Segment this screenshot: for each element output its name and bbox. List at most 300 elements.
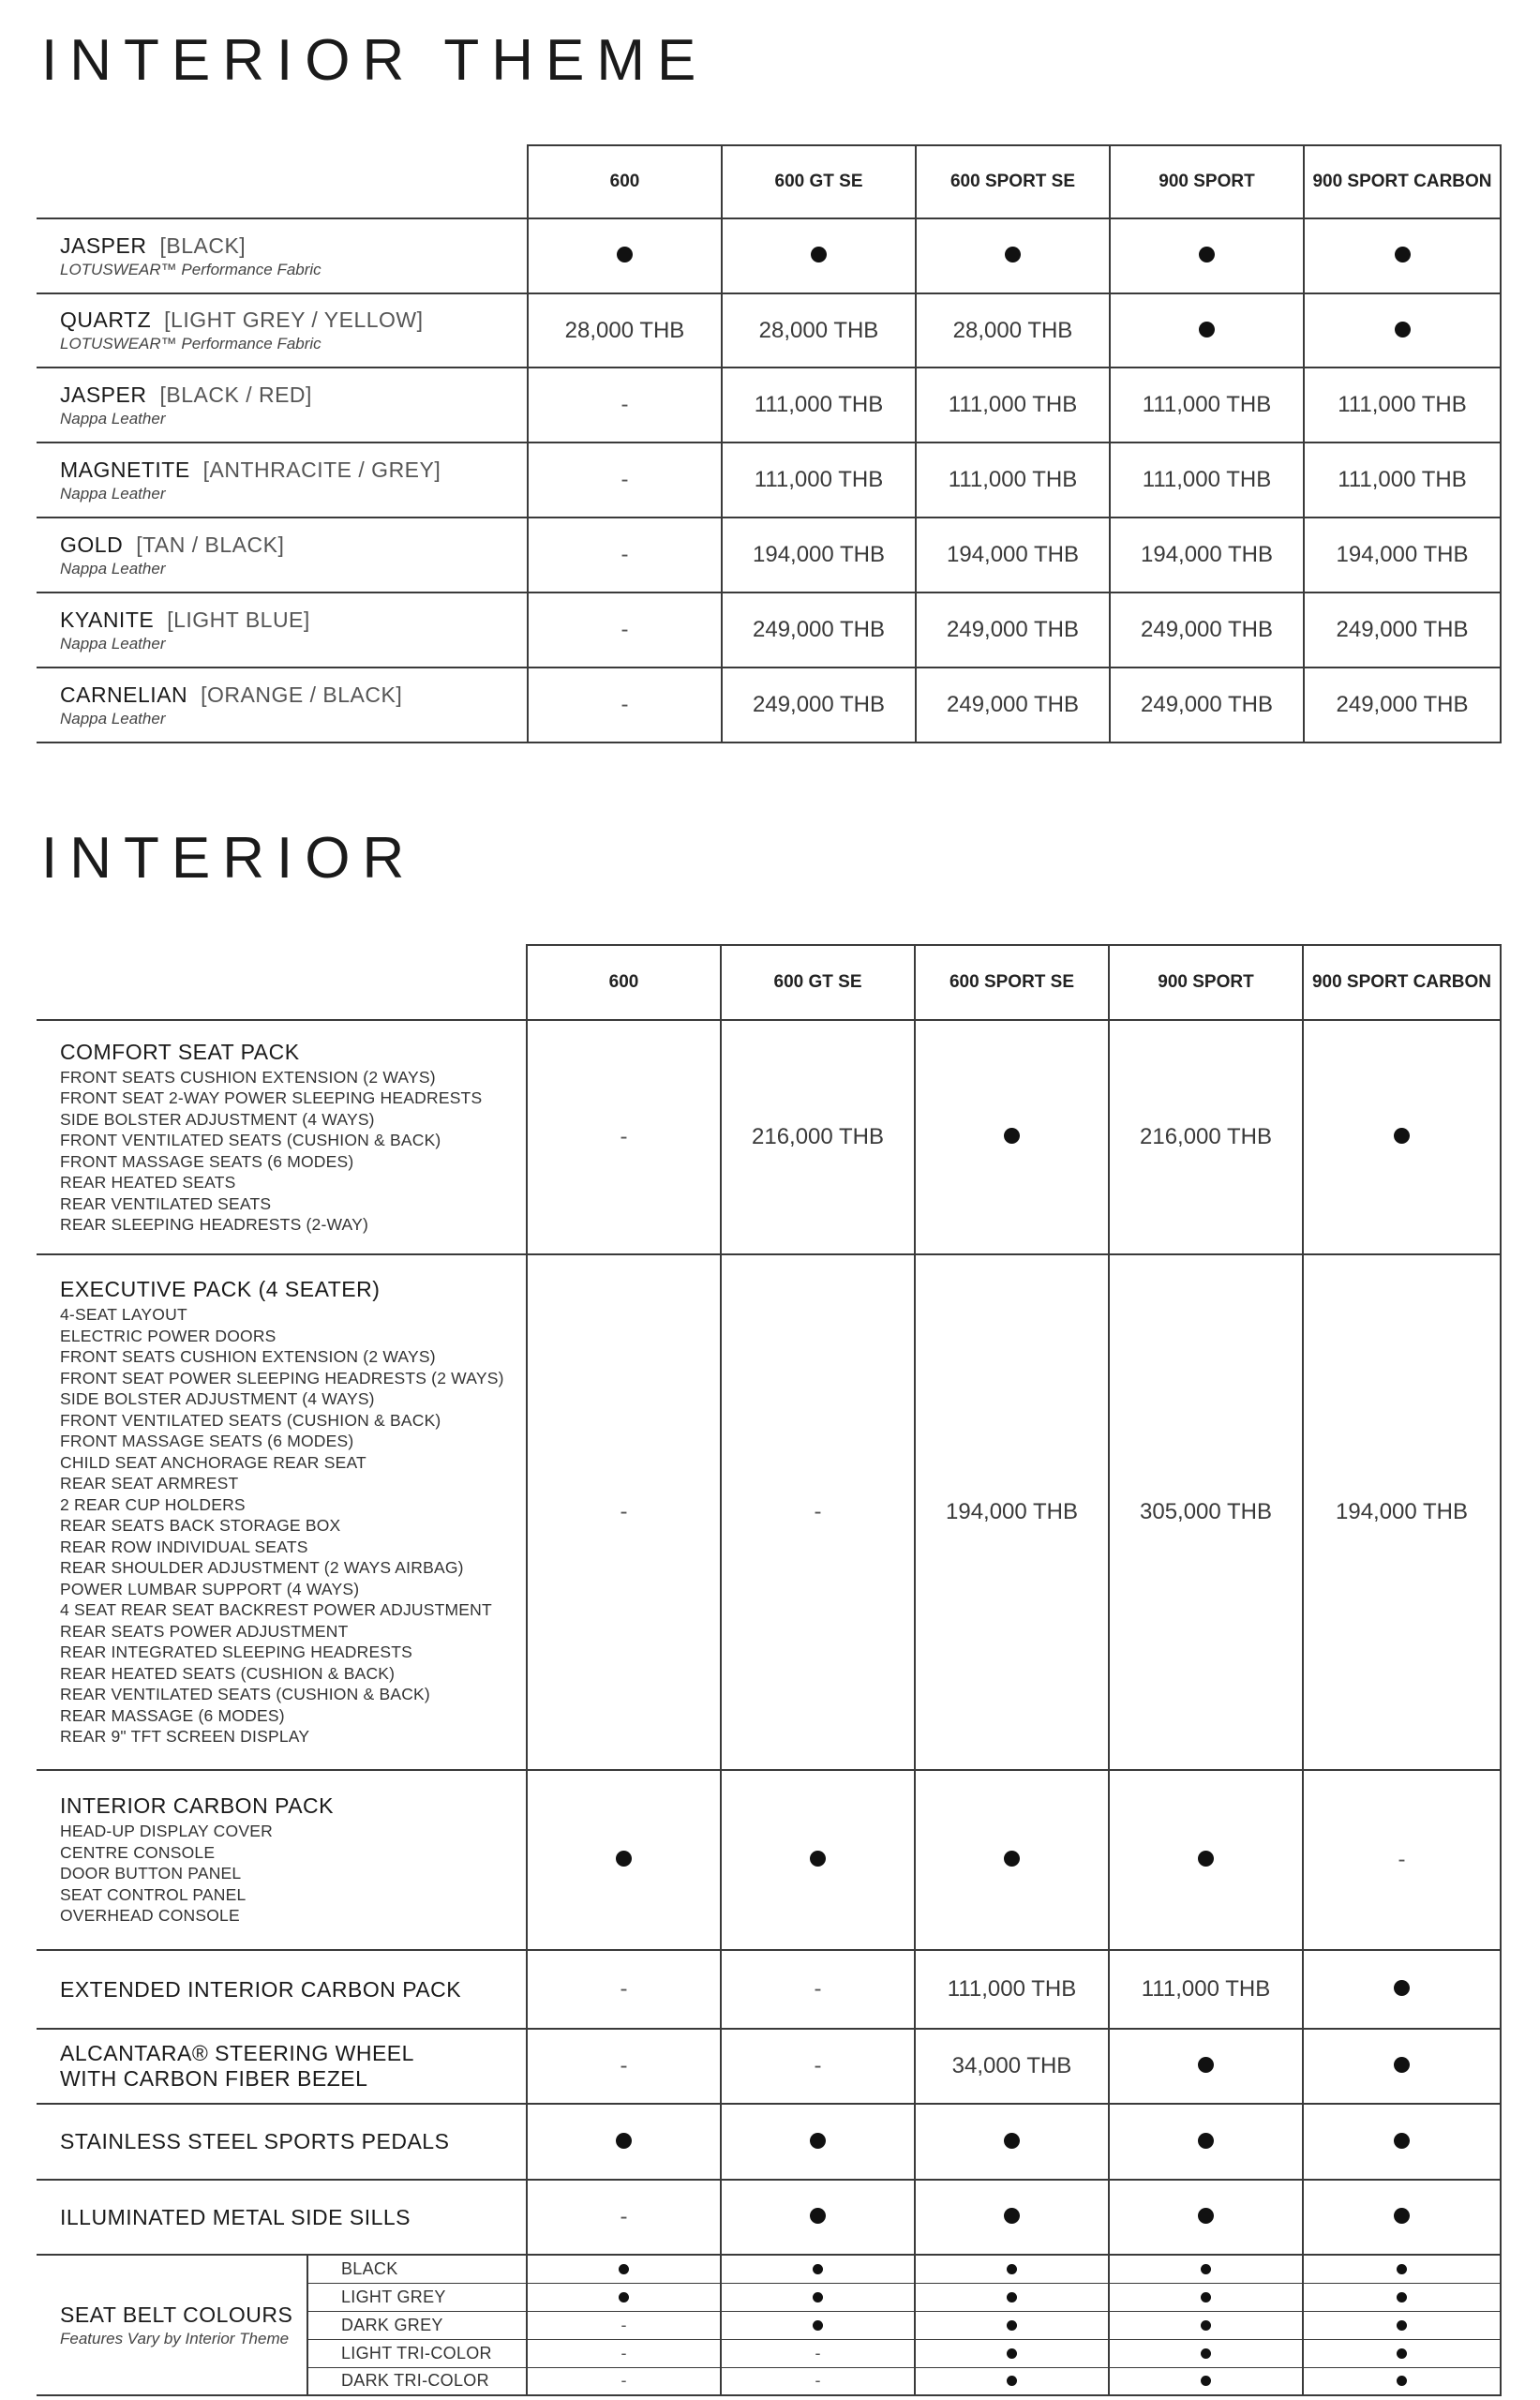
included-dot <box>1394 1128 1410 1144</box>
included-dot <box>1007 2348 1017 2359</box>
theme-value-cell <box>916 442 1110 518</box>
pack-name: STAINLESS STEEL SPORTS PEDALS <box>60 2129 450 2153</box>
included-dot <box>1198 2133 1214 2149</box>
interior-value-cell <box>1109 2104 1303 2180</box>
included-dot <box>813 2292 823 2302</box>
theme-value-cell <box>722 293 916 368</box>
not-available-dash: - <box>620 2343 627 2362</box>
seat-belt-colour: LIGHT GREY <box>307 2283 527 2311</box>
included-dot <box>1394 2208 1410 2224</box>
interior-value-cell <box>721 2104 915 2180</box>
seat-belt-value-cell <box>721 2311 915 2339</box>
included-dot <box>1395 322 1411 338</box>
theme-value-cell <box>1304 368 1501 442</box>
included-dot <box>1395 247 1411 262</box>
pack-item: POWER LUMBAR SUPPORT (4 WAYS) <box>60 1579 360 1598</box>
included-dot <box>616 1851 632 1867</box>
theme-material: Nappa Leather <box>60 409 166 428</box>
pack-item: FRONT SEAT POWER SLEEPING HEADRESTS (2 WAYS) <box>60 1368 504 1388</box>
theme-material: Nappa Leather <box>60 634 166 652</box>
pack-item: FRONT SEATS CUSHION EXTENSION (2 WAYS) <box>60 1347 436 1367</box>
theme-value-cell <box>916 218 1110 293</box>
pack-items <box>60 1304 526 1748</box>
interior-row <box>37 1770 1501 1950</box>
not-available-dash: - <box>814 2053 822 2078</box>
seat-belt-value-cell <box>527 2283 721 2311</box>
price-value: 216,000 THB <box>1140 1124 1272 1149</box>
column-header: 900 SPORT <box>1109 945 1303 1020</box>
not-available-dash: - <box>1398 1847 1406 1872</box>
not-available-dash: - <box>620 467 629 492</box>
pack-item: REAR SEAT ARMREST <box>60 1474 239 1493</box>
price-value: 194,000 THB <box>1336 542 1469 567</box>
interior-value-cell <box>527 1770 721 1950</box>
theme-row <box>37 293 1501 368</box>
seat-belt-value-cell <box>1109 2339 1303 2367</box>
theme-label <box>37 442 528 518</box>
theme-name: CARNELIAN <box>60 682 188 707</box>
theme-label <box>37 218 528 293</box>
included-dot <box>1397 2292 1407 2302</box>
theme-value-cell <box>1304 293 1501 368</box>
theme-value-cell <box>1110 518 1304 592</box>
seat-belt-value-cell <box>915 2367 1109 2395</box>
theme-value-cell <box>1110 668 1304 742</box>
interior-value-cell <box>721 1770 915 1950</box>
interior-value-cell <box>1303 1950 1501 2029</box>
interior-row <box>37 2104 1501 2180</box>
interior-row <box>37 2180 1501 2255</box>
theme-value-cell <box>722 218 916 293</box>
theme-material: Nappa Leather <box>60 484 166 502</box>
theme-value-cell <box>528 218 722 293</box>
theme-value-cell <box>528 668 722 742</box>
price-value: 28,000 THB <box>952 317 1073 343</box>
price-value: 249,000 THB <box>1141 617 1273 642</box>
pack-label <box>37 1020 527 1254</box>
included-dot <box>1198 2208 1214 2224</box>
theme-title-line <box>60 532 527 558</box>
seat-belt-value-cell <box>527 2255 721 2283</box>
interior-value-cell <box>1109 1950 1303 2029</box>
theme-value-cell <box>1110 293 1304 368</box>
header-blank <box>37 145 528 218</box>
pack-item: REAR VENTILATED SEATS (CUSHION & BACK) <box>60 1685 430 1704</box>
interior-header-row <box>37 945 1501 1020</box>
not-available-dash: - <box>620 692 629 717</box>
price-value: 194,000 THB <box>946 1499 1078 1524</box>
not-available-dash: - <box>620 617 629 642</box>
seat-belt-colour: DARK GREY <box>307 2311 527 2339</box>
pack-item: 2 REAR CUP HOLDERS <box>60 1494 246 1514</box>
included-dot <box>1004 2133 1020 2149</box>
interior-value-cell <box>1109 2029 1303 2104</box>
price-value: 111,000 THB <box>1142 392 1272 417</box>
pack-name-line2: WITH CARBON FIBER BEZEL <box>60 2066 368 2091</box>
pack-item: CHILD SEAT ANCHORAGE REAR SEAT <box>60 1452 366 1472</box>
seat-belt-note: Features Vary by Interior Theme <box>60 2329 290 2348</box>
included-dot <box>1004 1851 1020 1867</box>
seat-belt-value-cell <box>1303 2283 1501 2311</box>
included-dot <box>617 247 633 262</box>
included-dot <box>1201 2320 1211 2331</box>
theme-value-cell <box>1304 592 1501 668</box>
theme-label <box>37 668 528 742</box>
theme-title-line <box>60 608 527 633</box>
pack-item: FRONT MASSAGE SEATS (6 MODES) <box>60 1432 354 1451</box>
pack-name: INTERIOR CARBON PACK <box>60 1793 334 1819</box>
included-dot <box>1198 2057 1214 2073</box>
not-available-dash: - <box>620 2053 628 2078</box>
seat-belt-value-cell <box>1109 2311 1303 2339</box>
price-value: 111,000 THB <box>754 392 884 417</box>
seat-belt-value-cell <box>527 2367 721 2395</box>
pack-item: FRONT SEAT 2-WAY POWER SLEEPING HEADRESTS <box>60 1088 483 1107</box>
seat-belt-value-cell <box>721 2283 915 2311</box>
seat-belt-value-cell <box>1303 2367 1501 2395</box>
pack-item: ELECTRIC POWER DOORS <box>60 1326 277 1345</box>
pack-item: REAR MASSAGE (6 MODES) <box>60 1705 285 1725</box>
price-value: 111,000 THB <box>754 467 884 492</box>
theme-value-cell <box>528 442 722 518</box>
theme-material: Nappa Leather <box>60 559 166 578</box>
interior-value-cell <box>1109 1254 1303 1770</box>
included-dot <box>1397 2264 1407 2274</box>
included-dot <box>1199 247 1215 262</box>
theme-name: MAGNETITE <box>60 457 190 482</box>
seat-belt-name: SEAT BELT COLOURS <box>60 2302 293 2327</box>
price-value: 249,000 THB <box>947 617 1079 642</box>
included-dot <box>1201 2292 1211 2302</box>
interior-value-cell <box>1303 1254 1501 1770</box>
price-value: 111,000 THB <box>948 467 1078 492</box>
included-dot <box>1201 2376 1211 2386</box>
interior-value-cell <box>721 2029 915 2104</box>
theme-row <box>37 518 1501 592</box>
pack-item: REAR HEATED SEATS (CUSHION & BACK) <box>60 1663 396 1683</box>
included-dot <box>619 2292 629 2302</box>
interior-value-cell <box>915 1770 1109 1950</box>
theme-value-cell <box>1304 518 1501 592</box>
theme-name: GOLD <box>60 532 124 557</box>
included-dot <box>1201 2348 1211 2359</box>
seat-belt-row <box>37 2255 1501 2283</box>
pack-item: REAR INTEGRATED SLEEPING HEADRESTS <box>60 1642 412 1662</box>
pack-item: FRONT VENTILATED SEATS (CUSHION & BACK) <box>60 1131 441 1149</box>
interior-title: INTERIOR <box>41 826 417 891</box>
theme-material: LOTUSWEAR™ Performance Fabric <box>60 260 321 278</box>
header-blank <box>37 945 527 1020</box>
pack-name: EXECUTIVE PACK (4 SEATER) <box>60 1277 381 1302</box>
theme-value-cell <box>528 368 722 442</box>
interior-value-cell <box>527 1254 721 1770</box>
interior-value-cell <box>721 1950 915 2029</box>
pack-label <box>37 2029 527 2104</box>
theme-material: Nappa Leather <box>60 709 166 728</box>
not-available-dash: - <box>815 2371 821 2391</box>
column-header: 900 SPORT CARBON <box>1304 145 1501 218</box>
included-dot <box>811 247 827 262</box>
price-value: 194,000 THB <box>753 542 885 567</box>
seat-belt-value-cell <box>721 2255 915 2283</box>
theme-value-cell <box>916 668 1110 742</box>
interior-value-cell <box>915 1254 1109 1770</box>
pack-label <box>37 1950 527 2029</box>
column-header: 900 SPORT CARBON <box>1303 945 1501 1020</box>
interior-value-cell <box>527 1950 721 2029</box>
theme-value-cell <box>1110 592 1304 668</box>
theme-value-cell <box>916 518 1110 592</box>
seat-belt-value-cell <box>915 2255 1109 2283</box>
included-dot <box>616 2133 632 2149</box>
not-available-dash: - <box>620 542 629 567</box>
pack-item: FRONT SEATS CUSHION EXTENSION (2 WAYS) <box>60 1067 436 1087</box>
pack-item: SEAT CONTROL PANEL <box>60 1884 247 1904</box>
pack-item: REAR SLEEPING HEADRESTS (2-WAY) <box>60 1215 369 1234</box>
interior-value-cell <box>527 1020 721 1254</box>
seat-belt-value-cell <box>1303 2311 1501 2339</box>
seat-belt-value-cell <box>1303 2255 1501 2283</box>
theme-value-cell <box>528 293 722 368</box>
seat-belt-value-cell <box>915 2283 1109 2311</box>
column-header: 600 GT SE <box>721 945 915 1020</box>
price-value: 111,000 THB <box>947 1976 1077 2002</box>
theme-value-cell <box>528 518 722 592</box>
included-dot <box>1397 2376 1407 2386</box>
interior-value-cell <box>915 1020 1109 1254</box>
included-dot <box>1007 2376 1017 2386</box>
not-available-dash: - <box>620 2204 628 2229</box>
interior-value-cell <box>915 2029 1109 2104</box>
theme-value-cell <box>1304 442 1501 518</box>
pack-items <box>60 1067 526 1236</box>
interior-value-cell <box>1109 2180 1303 2255</box>
seat-belt-colour: DARK TRI-COLOR <box>307 2367 527 2395</box>
pack-name: ILLUMINATED METAL SIDE SILLS <box>60 2204 411 2229</box>
price-value: 111,000 THB <box>1142 467 1272 492</box>
not-available-dash: - <box>620 1499 628 1524</box>
theme-color: [LIGHT GREY / YELLOW] <box>164 308 424 332</box>
price-value: 28,000 THB <box>758 317 879 343</box>
interior-value-cell <box>527 2104 721 2180</box>
theme-color: [TAN / BLACK] <box>136 532 285 557</box>
pack-item: REAR SHOULDER ADJUSTMENT (2 WAYS AIRBAG) <box>60 1558 464 1578</box>
price-value: 249,000 THB <box>753 617 885 642</box>
included-dot <box>1397 2348 1407 2359</box>
not-available-dash: - <box>814 1499 822 1524</box>
seat-belt-value-cell <box>1303 2339 1501 2367</box>
price-value: 249,000 THB <box>1336 692 1469 717</box>
seat-belt-value-cell <box>527 2311 721 2339</box>
theme-row <box>37 592 1501 668</box>
price-value: 249,000 THB <box>753 692 885 717</box>
seat-belt-value-cell <box>1109 2283 1303 2311</box>
not-available-dash: - <box>620 1124 628 1149</box>
theme-color: [BLACK / RED] <box>159 382 312 407</box>
seat-belt-value-cell <box>527 2339 721 2367</box>
theme-color: [LIGHT BLUE] <box>167 607 310 632</box>
interior-value-cell <box>721 2180 915 2255</box>
pack-label <box>37 1254 527 1770</box>
pack-items <box>60 1821 526 1927</box>
theme-value-cell <box>722 442 916 518</box>
pack-item: REAR SEATS POWER ADJUSTMENT <box>60 1621 349 1641</box>
included-dot <box>1201 2264 1211 2274</box>
not-available-dash: - <box>620 2371 627 2391</box>
included-dot <box>813 2264 823 2274</box>
interior-value-cell <box>915 2104 1109 2180</box>
price-value: 28,000 THB <box>564 317 685 343</box>
column-header: 600 SPORT SE <box>916 145 1110 218</box>
pack-name: COMFORT SEAT PACK <box>60 1039 300 1064</box>
theme-value-cell <box>528 592 722 668</box>
theme-color: [ANTHRACITE / GREY] <box>202 457 441 482</box>
price-value: 111,000 THB <box>1141 1976 1271 2002</box>
price-value: 194,000 THB <box>1141 542 1273 567</box>
seat-belt-value-cell <box>1109 2255 1303 2283</box>
pack-item: DOOR BUTTON PANEL <box>60 1864 242 1883</box>
theme-color: [ORANGE / BLACK] <box>201 682 403 707</box>
price-value: 305,000 THB <box>1140 1499 1272 1524</box>
theme-value-cell <box>1110 368 1304 442</box>
pack-item: 4-SEAT LAYOUT <box>60 1305 187 1325</box>
price-value: 194,000 THB <box>947 542 1079 567</box>
interior-value-cell <box>1303 2104 1501 2180</box>
seat-belt-label <box>37 2255 307 2395</box>
theme-color: [BLACK] <box>159 232 247 258</box>
theme-value-cell <box>1110 218 1304 293</box>
theme-title-line <box>60 382 527 408</box>
theme-row <box>37 368 1501 442</box>
interior-theme-table <box>37 144 1502 743</box>
price-value: 111,000 THB <box>1338 392 1467 417</box>
theme-row <box>37 442 1501 518</box>
theme-name: JASPER <box>60 382 147 407</box>
seat-belt-value-cell <box>915 2311 1109 2339</box>
price-value: 111,000 THB <box>948 392 1078 417</box>
seat-belt-value-cell <box>721 2367 915 2395</box>
included-dot <box>810 2133 826 2149</box>
theme-value-cell <box>916 592 1110 668</box>
column-header: 600 GT SE <box>722 145 916 218</box>
pack-label <box>37 1770 527 1950</box>
not-available-dash: - <box>814 1976 822 2002</box>
not-available-dash: - <box>620 2315 627 2334</box>
theme-label <box>37 518 528 592</box>
theme-label <box>37 293 528 368</box>
seat-belt-colour: LIGHT TRI-COLOR <box>307 2339 527 2367</box>
included-dot <box>810 2208 826 2224</box>
interior-value-cell <box>527 2029 721 2104</box>
included-dot <box>619 2264 629 2274</box>
pack-item: SIDE BOLSTER ADJUSTMENT (4 WAYS) <box>60 1109 375 1129</box>
price-value: 249,000 THB <box>1141 692 1273 717</box>
theme-title-line <box>60 458 527 483</box>
theme-value-cell <box>722 368 916 442</box>
included-dot <box>1199 322 1215 338</box>
interior-row <box>37 1950 1501 2029</box>
theme-value-cell <box>722 518 916 592</box>
pack-name: EXTENDED INTERIOR CARBON PACK <box>60 1976 462 2002</box>
column-header: 600 <box>528 145 722 218</box>
theme-value-cell <box>916 368 1110 442</box>
price-value: 194,000 THB <box>1336 1499 1468 1524</box>
included-dot <box>1397 2320 1407 2331</box>
included-dot <box>813 2320 823 2331</box>
theme-title-line <box>60 308 527 333</box>
not-available-dash: - <box>620 392 629 417</box>
theme-name: QUARTZ <box>60 308 152 332</box>
interior-value-cell <box>1109 1770 1303 1950</box>
included-dot <box>1394 1980 1410 1996</box>
price-value: 111,000 THB <box>1338 467 1467 492</box>
theme-title-line <box>60 233 527 259</box>
pack-name: ALCANTARA® STEERING WHEEL <box>60 2041 414 2065</box>
theme-name: JASPER <box>60 232 147 258</box>
interior-value-cell <box>1303 2180 1501 2255</box>
pack-item: OVERHEAD CONSOLE <box>60 1906 240 1926</box>
included-dot <box>1394 2057 1410 2073</box>
pack-item: CENTRE CONSOLE <box>60 1842 216 1862</box>
theme-value-cell <box>722 668 916 742</box>
included-dot <box>1005 247 1021 262</box>
included-dot <box>810 1851 826 1867</box>
included-dot <box>1198 1851 1214 1867</box>
theme-label <box>37 368 528 442</box>
theme-row <box>37 668 1501 742</box>
pack-label <box>37 2180 527 2255</box>
seat-belt-value-cell <box>721 2339 915 2367</box>
price-value: 249,000 THB <box>947 692 1079 717</box>
pack-item: REAR SEATS BACK STORAGE BOX <box>60 1516 341 1536</box>
theme-value-cell <box>916 293 1110 368</box>
pack-item: REAR ROW INDIVIDUAL SEATS <box>60 1537 308 1556</box>
column-header: 900 SPORT <box>1110 145 1304 218</box>
theme-name: KYANITE <box>60 607 155 632</box>
interior-value-cell <box>915 2180 1109 2255</box>
theme-material: LOTUSWEAR™ Performance Fabric <box>60 335 321 352</box>
interior-value-cell <box>1109 1020 1303 1254</box>
theme-label <box>37 592 528 668</box>
theme-value-cell <box>1304 218 1501 293</box>
column-header: 600 <box>527 945 721 1020</box>
pack-item: REAR VENTILATED SEATS <box>60 1193 272 1213</box>
column-header: 600 SPORT SE <box>915 945 1109 1020</box>
theme-row <box>37 218 1501 293</box>
seat-belt-colour: BLACK <box>307 2255 527 2283</box>
interior-theme-title: INTERIOR THEME <box>41 28 709 93</box>
theme-value-cell <box>722 592 916 668</box>
included-dot <box>1004 2208 1020 2224</box>
interior-value-cell <box>527 2180 721 2255</box>
included-dot <box>1394 2133 1410 2149</box>
interior-row <box>37 1254 1501 1770</box>
interior-value-cell <box>1303 2029 1501 2104</box>
interior-value-cell <box>1303 1020 1501 1254</box>
interior-value-cell <box>915 1950 1109 2029</box>
price-value: 216,000 THB <box>752 1124 884 1149</box>
pack-label <box>37 2104 527 2180</box>
price-value: 249,000 THB <box>1336 617 1469 642</box>
interior-theme-header-row <box>37 145 1501 218</box>
pack-item: FRONT MASSAGE SEATS (6 MODES) <box>60 1151 354 1171</box>
included-dot <box>1007 2264 1017 2274</box>
pack-item: HEAD-UP DISPLAY COVER <box>60 1822 273 1841</box>
pack-item: 4 SEAT REAR SEAT BACKREST POWER ADJUSTMENT <box>60 1600 492 1620</box>
interior-table <box>37 944 1502 2396</box>
pack-item: REAR 9" TFT SCREEN DISPLAY <box>60 1727 310 1747</box>
included-dot <box>1007 2292 1017 2302</box>
